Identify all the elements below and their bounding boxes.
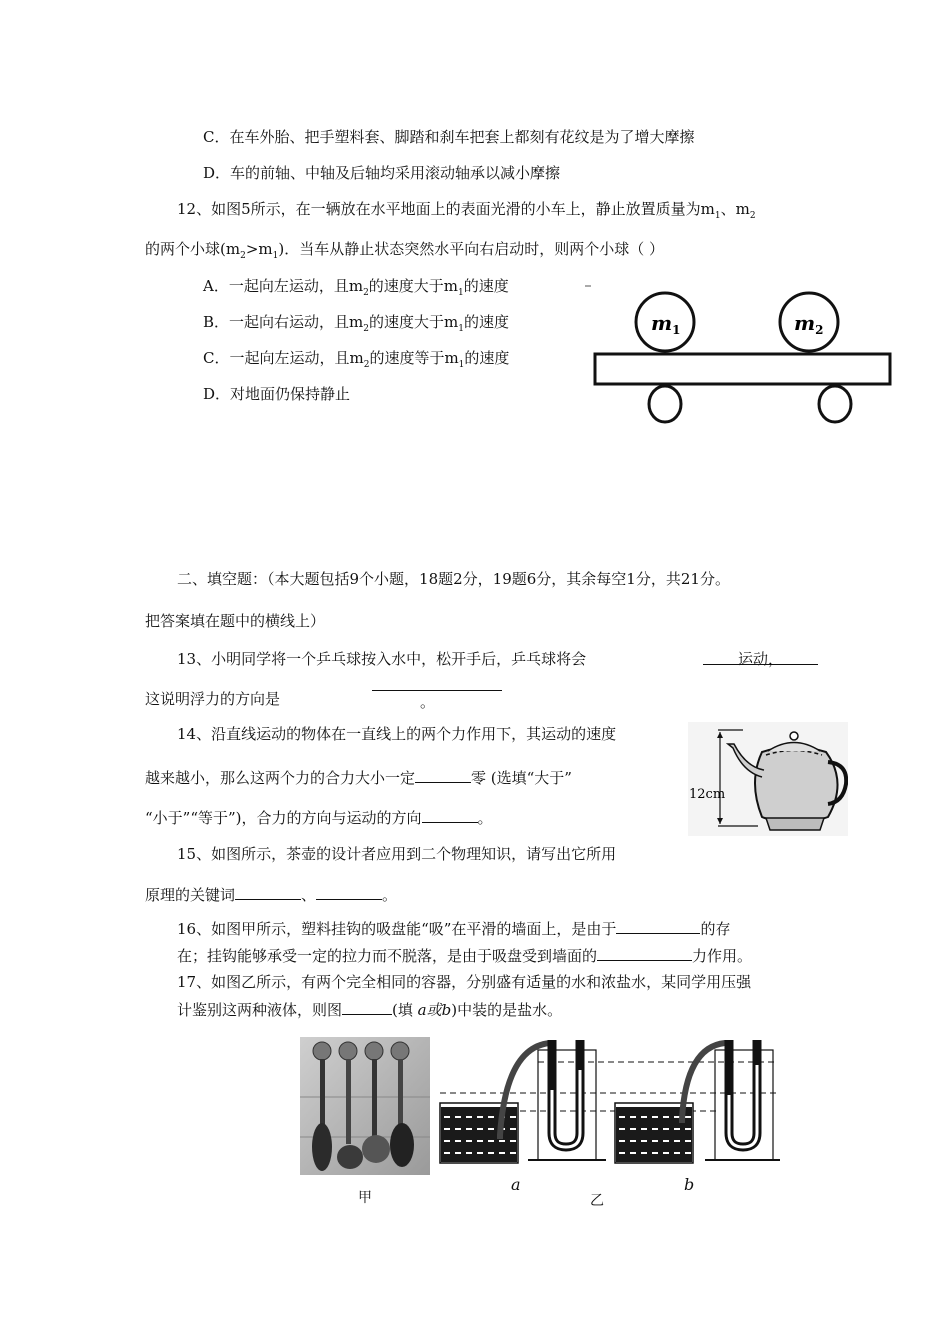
q15-blank-1[interactable] [235,885,301,900]
section2-instructions: 把答案填在题中的横线上） [145,612,326,630]
q11-option-c: C．在车外胎、把手塑料套、脚踏和刹车把套上都刻有花纹是为了增大摩擦 [203,128,695,146]
q15-line1: 15、如图所示，茶壶的设计者应用到二个物理知识，请写出它所用 [177,845,617,863]
q14-line3: “小于”“等于”)，合力的方向与运动的方向 。 [145,809,493,827]
q15-blank-2[interactable] [316,885,382,900]
q17-line2: 计鉴别这两种液体，则图 (填 a或b)中装的是盐水。 [177,1001,563,1019]
q14-line2: 越来越小，那么这两个力的合力大小一定 零 (选填“大于” [145,769,572,787]
q13-line1: 13、小明同学将一个乒乓球按入水中，松开手后，乒乓球将会 [177,650,587,668]
u-tube-gauge-b [705,1040,780,1160]
q13-answer-blank: 运动， [703,650,818,665]
q17-line1: 17、如图乙所示，有两个完全相同的容器，分别盛有适量的水和浓盐水，某同学用压强 [177,973,752,991]
q14-blank-1[interactable] [415,768,471,783]
q12-option-b: B．一起向右运动，且$m_2$的速度大于$m_1$的速度 [203,313,509,334]
q16-line2: 在；挂钩能够承受一定的拉力而不脱落，是由于吸盘受到墙面的 力作用。 [177,947,753,965]
container-a [440,1103,518,1163]
caption-yi: 乙 [590,1193,604,1209]
q13-period: 。 [420,693,436,711]
label-m2: $m_2$ [794,311,824,337]
caption-a: a [511,1175,521,1194]
q14-blank-2[interactable] [422,808,478,823]
cart-wheel-left [649,386,681,422]
q16-blank-1[interactable] [616,919,700,934]
pressure-experiment-figure [430,1035,780,1170]
u-tube-gauge-a [528,1040,606,1160]
teapot-height-label: 12cm [689,787,726,802]
caption-jia: 甲 [358,1190,372,1206]
teapot-figure [688,722,848,836]
teapot-knob [790,732,798,740]
caption-b: b [684,1175,695,1194]
q12-stem-line2: 的两个小球$(m_2>m_1)$．当车从静止状态突然水平向右启动时，则两个小球（ ） [145,240,664,261]
label-m1: $m_1$ [651,311,681,337]
cart-wheel-right [819,386,851,422]
q16-blank-2[interactable] [597,946,692,961]
cart-body [595,354,890,384]
teapot-base [766,818,824,830]
q17-blank[interactable] [342,1000,392,1015]
hooks-photo [300,1037,430,1175]
q12-option-d: D．对地面仍保持静止 [203,385,351,403]
q15-line2: 原理的关键词 、 。 [145,886,398,904]
q16-line1: 16、如图甲所示，塑料挂钩的吸盘能“吸”在平滑的墙面上，是由于 的存 [177,920,731,938]
q14-line1: 14、沿直线运动的物体在一直线上的两个力作用下，其运动的速度 [177,725,617,743]
q13-blank-2[interactable] [372,688,502,691]
cart-figure [585,280,900,430]
section2-title: 二、填空题：（本大题包括9个小题，18题2分，19题6分，其余每空1分，共21分。 [177,570,730,588]
teapot-body [755,747,838,824]
q11-option-d: D．车的前轴、中轴及后轴均采用滚动轴承以减小摩擦 [203,164,561,182]
q13-line2: 这说明浮力的方向是 [145,690,281,708]
q12-option-a: A．一起向左运动，且$m_2$的速度大于$m_1$的速度 [203,277,509,298]
q12-stem-line1: 12、如图5所示，在一辆放在水平地面上的表面光滑的小车上，静止放置质量为$m_1$、$m_2$ [177,200,756,221]
q12-option-c: C．一起向左运动，且$m_2$的速度等于$m_1$的速度 [203,349,510,370]
